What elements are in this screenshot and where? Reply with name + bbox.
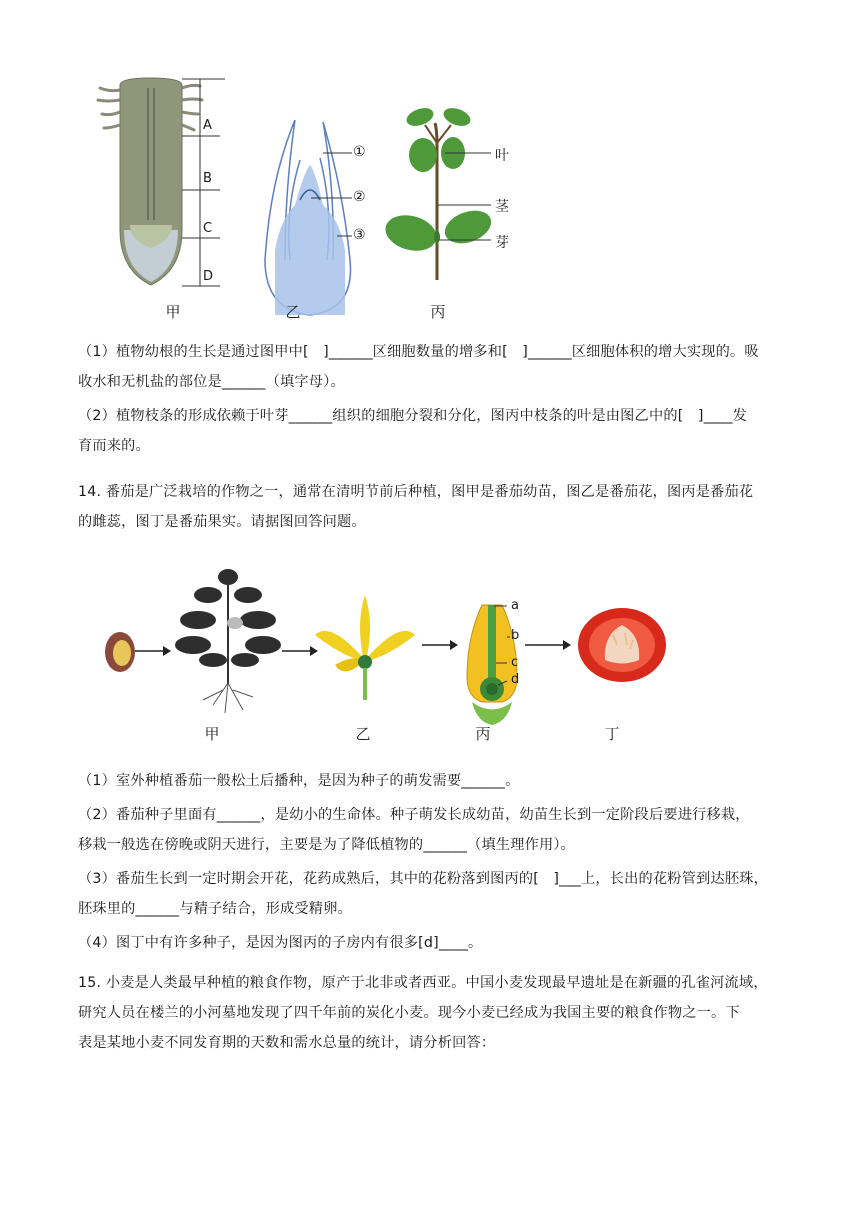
q14-3-line1: （3）番茄生长到一定时期会开花，花药成熟后，其中的花粉落到图丙的[ ]___上，长出的花粉管到达胚珠，: [78, 871, 769, 887]
figure1-caption-yi: 乙: [285, 303, 301, 321]
q14-4: （4）图丁中有许多种子，是因为图丙的子房内有很多[d]____。: [78, 935, 483, 951]
jia-label-d: D: [203, 269, 214, 284]
bing-label-bud: 芽: [495, 235, 509, 251]
q14-intro: [78, 477, 788, 537]
arrow-4: [523, 639, 573, 651]
figure2-caption-bing: 丙: [475, 725, 491, 743]
bing-label-stem: 茎: [495, 199, 509, 215]
jia-label-c: C: [203, 221, 213, 236]
q14-intro-line1: 14. 番茄是广泛栽培的作物之一，通常在清明节前后种植，图甲是番茄幼苗，图乙是番茄花，图丙是番茄花: [78, 484, 754, 500]
figure-root-bud-branch: [90, 70, 530, 330]
branch-diagram: [385, 105, 515, 285]
q15-line3: 表是某地小麦不同发育期的天数和需水总量的统计，请分析回答：: [78, 1035, 496, 1051]
q13-1-line1: （1）植物幼根的生长是通过图甲中[ ]______区细胞数量的增多和[ ]______区细胞体积的增大实现的。吸: [78, 344, 759, 360]
q14-2-line2: 移栽一般选在傍晚或阴天进行，主要是为了降低植物的______（填生理作用）。: [78, 837, 576, 853]
tomato-pistil-diagram: [452, 597, 532, 737]
q13-2-line2: 育而来的。: [78, 438, 150, 454]
figure2-caption-yi: 乙: [355, 725, 371, 743]
bing-label-leaf: 叶: [495, 148, 509, 164]
figure1-caption-jia: 甲: [165, 303, 181, 321]
q14-3-line2: 胚珠里的______与精子结合，形成受精卵。: [78, 901, 352, 917]
yi-label-3: ③: [353, 227, 366, 243]
yi-label-1: ①: [353, 144, 366, 160]
q13-1-line2: 收水和无机盐的部位是______（填字母）。: [78, 374, 345, 390]
q14-intro-line2: 的雌蕊，图丁是番茄果实。请据图回答问题。: [78, 514, 366, 530]
q14-text: [78, 766, 788, 958]
q14-2-line1: （2）番茄种子里面有______，是幼小的生命体。种子萌发长成幼苗，幼苗生长到一定阶段后要进行移栽，: [78, 807, 750, 823]
q14-1: （1）室外种植番茄一般松土后播种，是因为种子的萌发需要______。: [78, 773, 520, 789]
pistil-label-d: d: [511, 672, 520, 687]
q15-line1: 15. 小麦是人类最早种植的粮食作物，原产于北非或者西亚。中国小麦发现最早遗址是在新疆的孔雀河流域，: [78, 975, 768, 991]
figure2-caption-jia: 甲: [204, 725, 220, 743]
pistil-label-c: c: [511, 655, 519, 670]
pistil-label-a: a: [511, 598, 519, 613]
tomato-seedling-diagram: [173, 565, 283, 715]
jia-label-b: B: [203, 171, 212, 186]
jia-label-a: A: [203, 118, 212, 133]
arrow-1: [133, 645, 173, 657]
figure1-caption-bing: 丙: [430, 303, 446, 321]
q15-line2: 研究人员在楼兰的小河墓地发现了四千年前的炭化小麦。现今小麦已经成为我国主要的粮食作物之一。下: [78, 1005, 740, 1021]
yi-label-2: ②: [353, 189, 366, 205]
figure-tomato: [95, 565, 675, 750]
q13-text: [78, 337, 788, 461]
tomato-fruit-diagram: [575, 605, 670, 685]
figure2-caption-ding: 丁: [604, 725, 620, 743]
pistil-label-b: b: [511, 628, 520, 643]
tomato-flower-diagram: [310, 580, 420, 710]
q15-text: [78, 968, 788, 1058]
q13-2-line1: （2）植物枝条的形成依赖于叶芽______组织的细胞分裂和分化，图丙中枝条的叶是由图乙中的[ ]____发: [78, 408, 748, 424]
